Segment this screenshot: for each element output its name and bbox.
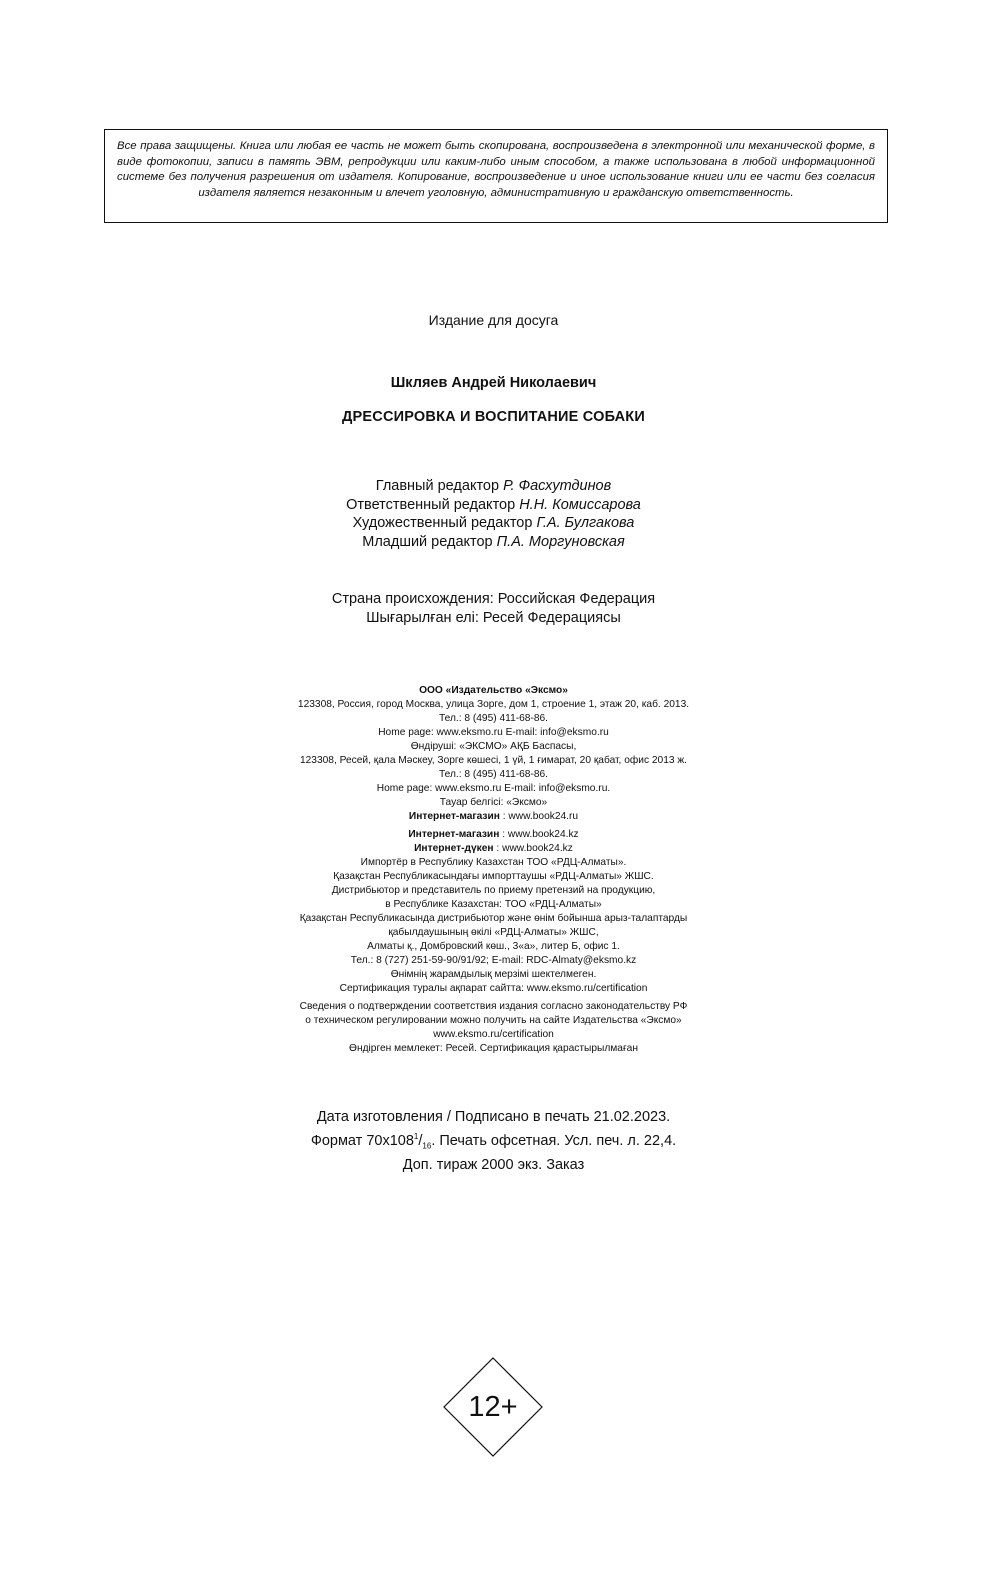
editor-name: Р. Фасхутдинов [503, 478, 612, 494]
print-run: Доп. тираж 2000 экз. Заказ [402, 1156, 585, 1173]
editor-role: Главный редактор [375, 478, 500, 494]
format-suffix: . Печать офсетная. Усл. печ. л. 22,4. [431, 1132, 677, 1149]
age-rating-label: 12+ [468, 1391, 518, 1423]
format-sup: 1 [413, 1132, 419, 1141]
publisher-line: Home page: www.eksmo.ru E-mail: info@eksmo.ru [378, 727, 609, 738]
publisher-line: Тауар белгісі: «Эксмо» [439, 797, 548, 808]
certification-line: Сведения о подтверждении соответствия издания согласно законодательству РФ [299, 1001, 688, 1012]
shop-url: : www.book24.kz [499, 829, 579, 840]
editor-line-junior [0, 533, 987, 552]
publisher-line: 123308, Россия, город Москва, улица Зорге, дом 1, строение 1, этаж 20, каб. 2013. [297, 699, 690, 710]
editor-line-chief [0, 477, 987, 496]
country-of-origin [0, 590, 987, 627]
book-title: ДРЕССИРОВКА И ВОСПИТАНИЕ СОБАКИ [342, 409, 645, 425]
importer-line: Өнімнің жарамдылық мерзімі шектелмеген. [390, 969, 597, 980]
format-sub: 16 [422, 1141, 432, 1151]
editor-role: Ответственный редактор [346, 496, 516, 513]
online-shop-ru [0, 810, 987, 824]
edition-type: Издание для досуга [428, 312, 559, 328]
origin-kz: Шығарылған елі: Ресей Федерациясы [366, 609, 621, 626]
publisher-line: Home page: www.eksmo.ru E-mail: info@eksmo.ru. [376, 783, 611, 794]
editor-role: Младший редактор [362, 533, 493, 550]
importer-line: Тел.: 8 (727) 251-59-90/91/92; E-mail: RDC-Almaty@eksmo.kz [350, 955, 637, 966]
shop-label: Интернет-магазин [408, 829, 500, 840]
importer-line: Сертификация туралы ақпарат сайтта: www.eksmo.ru/certification [339, 983, 648, 994]
certification-line: www.eksmo.ru/certification [433, 1029, 554, 1040]
print-format [0, 1127, 987, 1156]
format-slash: / [418, 1132, 423, 1149]
shop-label: Интернет-дүкен [414, 843, 494, 854]
online-shop-kz [0, 828, 987, 842]
author-name: Шкляев Андрей Николаевич [390, 375, 597, 391]
print-date: Дата изготовления / Подписано в печать 21.02.2023. [316, 1109, 671, 1125]
editor-line-art [0, 514, 987, 533]
importer-line: в Республике Казахстан: ТОО «РДЦ-Алматы» [385, 899, 602, 910]
importer-line: қабылдаушының өкілі «РДЦ-Алматы» ЖШС, [388, 927, 599, 938]
importer-line: Қазақстан Республикасында дистрибьютор және өнім бойынша арыз-талаптарды [299, 913, 688, 924]
publisher-name: ООО «Издательство «Эксмо» [419, 685, 568, 696]
importer-line: Дистрибьютор и представитель по приему претензий на продукцию, [331, 885, 656, 896]
editor-name: Н.Н. Комиссарова [519, 496, 641, 513]
format-prefix: Формат 70x108 [310, 1132, 414, 1149]
importer-line: Алматы қ., Домбровский көш., 3«а», литер Б, офис 1. [367, 941, 620, 952]
editor-name: Г.А. Булгакова [536, 515, 635, 531]
publisher-line: Тел.: 8 (495) 411-68-86. [438, 713, 549, 724]
print-info [0, 1108, 987, 1175]
origin-ru: Страна происхождения: Российская Федерация [331, 591, 656, 607]
certification-line: Өндірген мемлекет: Ресей. Сертификация қарастырылмаған [349, 1043, 638, 1054]
publisher-line: Тел.: 8 (495) 411-68-86. [438, 769, 549, 780]
importer-line: Қазақстан Республикасындағы импорттаушы «РДЦ-Алматы» ЖШС. [333, 871, 654, 882]
rights-notice-text: Все права защищены. Книга или любая ее часть не может быть скопирована, воспроизведена в электронной или механической форме, в виде фотокопии, записи в память ЭВМ, репродукции или каким-либо иным способом, а также использована в любой информационной системе без получения разрешения от издателя. Копирование, воспроизведение и иное использование книги или ее части без согласия издателя является незаконным и влечет уголовную, административную и гражданскую ответственность. [117, 140, 875, 199]
certification-line: о техническом регулировании можно получить на сайте Издательства «Эксмо» [305, 1015, 682, 1026]
publisher-line: 123308, Ресей, қала Мәскеу, Зорге көшесі, 1 үй, 1 ғимарат, 20 қабат, офис 2013 ж. [299, 755, 688, 766]
age-rating-badge [443, 1357, 543, 1457]
editors-list [0, 477, 987, 551]
publisher-details [0, 684, 987, 1056]
shop-url: : www.book24.kz [493, 843, 573, 854]
shop-url: : www.book24.ru [499, 811, 579, 822]
editor-name: П.А. Моргуновская [496, 533, 625, 550]
rights-notice-box [104, 129, 888, 223]
editor-line-responsible [0, 496, 987, 515]
publisher-line: Өндіруші: «ЭКСМО» АҚБ Баспасы, [410, 741, 577, 752]
shop-label: Интернет-магазин [408, 811, 500, 822]
editor-role: Художественный редактор [352, 515, 533, 531]
online-shop-kz-kazakh [0, 842, 987, 856]
importer-line: Импортёр в Республику Казахстан ТОО «РДЦ-Алматы». [360, 857, 627, 868]
